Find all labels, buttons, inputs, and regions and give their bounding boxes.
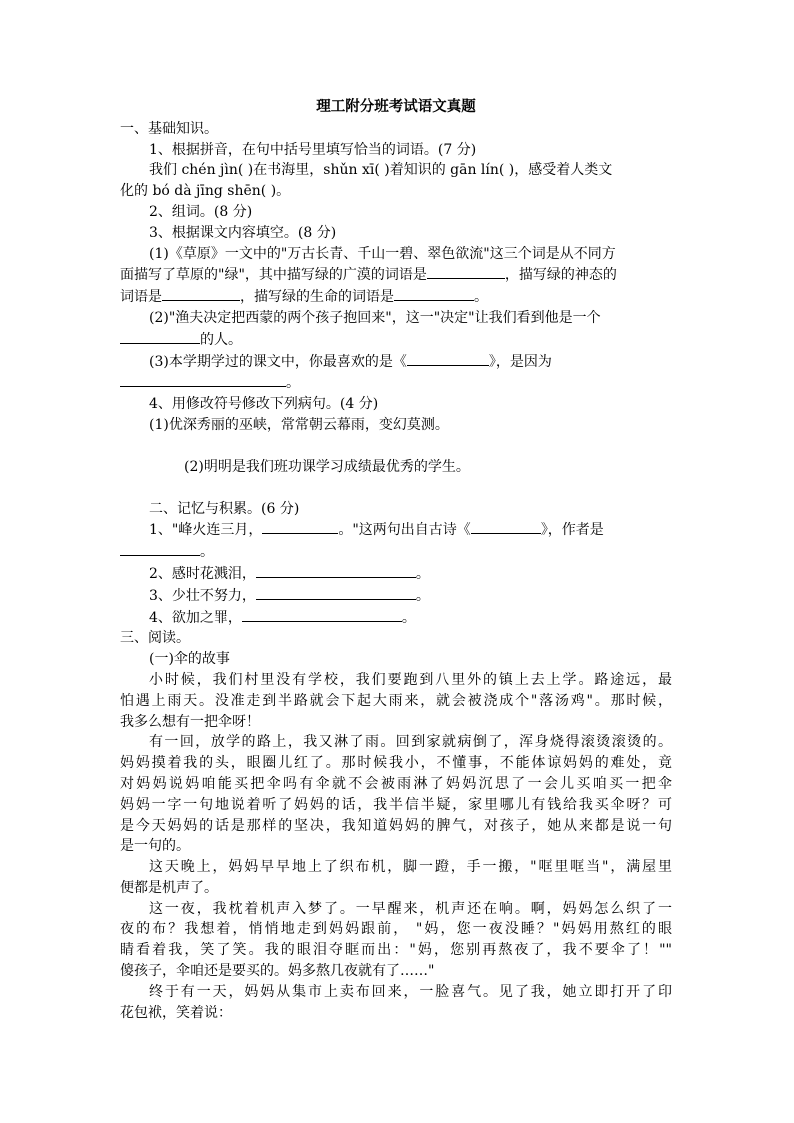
memory-item-2 — [120, 563, 672, 585]
question-3-label: 3、根据课文内容填空。(8 分) — [149, 224, 337, 241]
text-fragment: 面描写了草原的"绿"，其中描写绿的广漠的词语是 — [120, 267, 427, 284]
story-line: 妈妈摸着我的头，眼圈儿红了。那时候我小，不懂事，不能体谅妈妈的难处，竟 — [120, 755, 672, 772]
memory-item-3 — [120, 585, 672, 607]
story-line: 这天晚上，妈妈早早地上了织布机，脚一蹬，手一搬，"哐里哐当"，满屋里 — [149, 859, 672, 876]
text-fragment: 。 — [401, 609, 416, 626]
question-4-label: 4、用修改符号修改下列病句。(4 分) — [149, 396, 379, 413]
story-line: 有一回，放学的路上，我又淋了雨。回到家就病倒了，浑身烧得滚烫滚烫的。 — [149, 734, 672, 751]
text-fragment: 3、少壮不努力， — [149, 587, 256, 604]
answer-blank[interactable] — [162, 286, 240, 301]
text-fragment: 1、"峰火连三月， — [149, 522, 263, 539]
question-3-2-line-2 — [120, 329, 672, 351]
question-3-2-line-1: (2)"渔夫决定把西蒙的两个孩子抱回来"，这一"决定"让我们看到他是一个 — [149, 309, 601, 326]
story-line: 便都是机声了。 — [120, 879, 218, 896]
spacer — [120, 436, 672, 457]
question-1-line-2: 化的 bó dà jīng shēn( )。 — [120, 183, 291, 200]
story-line: 怕遇上雨天。没准走到半路就会下起大雨来，就会被浇成个"落汤鸡"。那时候， — [120, 692, 672, 709]
question-3-1-line-1: (1)《草原》一文中的"万古长青、千山一碧、翠色欲流"这三个词是从不同方 — [149, 245, 616, 262]
answer-blank[interactable] — [120, 372, 286, 387]
text-fragment: 》，是因为 — [488, 353, 552, 370]
text-fragment: ，描写绿的神态的 — [504, 267, 617, 284]
story-body — [120, 670, 672, 1024]
text-fragment: 。 — [286, 375, 300, 392]
memory-item-1-line-1 — [120, 519, 672, 541]
spacer — [120, 478, 672, 499]
answer-blank[interactable] — [262, 519, 338, 534]
answer-blank[interactable] — [407, 351, 489, 366]
story-title: (一)伞的故事 — [149, 651, 230, 668]
text-fragment: 。 — [415, 565, 430, 582]
section-heading-memory: 二、记忆与积累。(6 分) — [149, 500, 300, 517]
story-line: 傻孩子，伞咱还是要买的。妈多熬几夜就有了……" — [120, 963, 435, 980]
question-3-3-line-2 — [120, 372, 672, 394]
story-line: 睛看着我，笑了笑。我的眼泪夺眶而出："妈，您别再熬夜了，我不要伞了！"" — [120, 942, 672, 959]
memory-item-1-line-2 — [120, 541, 672, 563]
text-fragment: 。 — [474, 289, 488, 306]
text-fragment: ，描写绿的生命的词语是 — [240, 289, 394, 306]
question-3-1-line-3 — [120, 286, 672, 308]
exam-page — [120, 97, 672, 1023]
story-line: 是一句的。 — [120, 838, 190, 855]
question-4-sentence-1: (1)优深秀丽的巫峡，常常朝云幕雨，变幻莫测。 — [149, 416, 449, 433]
answer-blank[interactable] — [120, 541, 200, 556]
answer-blank[interactable] — [394, 286, 474, 301]
text-fragment: 》，作者是 — [540, 522, 604, 539]
question-3-3-line-1 — [120, 351, 672, 373]
text-fragment: 词语是 — [120, 289, 162, 306]
question-1-label: 1、根据拼音，在句中括号里填写恰当的词语。(7 分) — [149, 141, 477, 158]
answer-blank[interactable] — [242, 607, 402, 622]
memory-item-4 — [120, 607, 672, 629]
story-line: 终于有一天，妈妈从集市上卖布回来，一脸喜气。见了我，她立即打开了印 — [149, 983, 672, 1000]
text-fragment: 。 — [200, 544, 214, 561]
story-line: 夜的布？我想着，悄悄地走到妈妈跟前， "妈，您一夜没睡？"妈妈用熬红的眼 — [120, 921, 672, 938]
text-fragment: 4、欲加之罪， — [149, 609, 242, 626]
section-heading-basics: 一、基础知识。 — [120, 120, 218, 137]
text-fragment: (3)本学期学过的课文中，你最喜欢的是《 — [149, 353, 407, 370]
text-fragment: 。"这两句出自古诗《 — [338, 522, 471, 539]
story-line: 花包袱，笑着说： — [120, 1004, 232, 1021]
answer-blank[interactable] — [256, 563, 416, 578]
answer-blank[interactable] — [427, 264, 505, 279]
answer-blank[interactable] — [120, 329, 200, 344]
question-3-1-line-2 — [120, 264, 672, 286]
story-line: 是今天妈妈的话是那样的坚决，我知道妈妈的脾气，对孩子，她从来都是说一句 — [120, 817, 672, 834]
question-4-sentence-2: (2)明明是我们班功课学习成绩最优秀的学生。 — [184, 458, 470, 475]
story-line: 妈妈一字一句地说着听了妈妈的话，我半信半疑，家里哪儿有钱给我买伞呀？可 — [120, 796, 672, 813]
story-line: 我多么想有一把伞呀！ — [120, 713, 260, 730]
text-fragment: 。 — [415, 587, 430, 604]
question-1-line-1: 我们 chén jìn( )在书海里，shǔn xī( )着知识的 gān lín( )，感受着人类文 — [149, 162, 613, 179]
story-line: 这一夜，我枕着机声入梦了。一早醒来，机声还在响。啊，妈妈怎么织了一 — [149, 900, 672, 917]
text-fragment: 2、感时花溅泪， — [149, 565, 256, 582]
answer-blank[interactable] — [256, 585, 416, 600]
answer-blank[interactable] — [471, 519, 541, 534]
section-heading-reading: 三、阅读。 — [120, 630, 190, 647]
story-line: 对妈妈说妈咱能买把伞吗有伞就不会被雨淋了妈妈沉思了一会儿买咱买一把伞 — [120, 775, 672, 792]
story-line: 小时候，我们村里没有学校，我们要跑到八里外的镇上去上学。路途远，最 — [149, 671, 672, 688]
text-fragment: 的人。 — [200, 331, 242, 348]
question-2-label: 2、组词。(8 分) — [149, 203, 253, 220]
page-title: 理工附分班考试语文真题 — [316, 98, 476, 115]
